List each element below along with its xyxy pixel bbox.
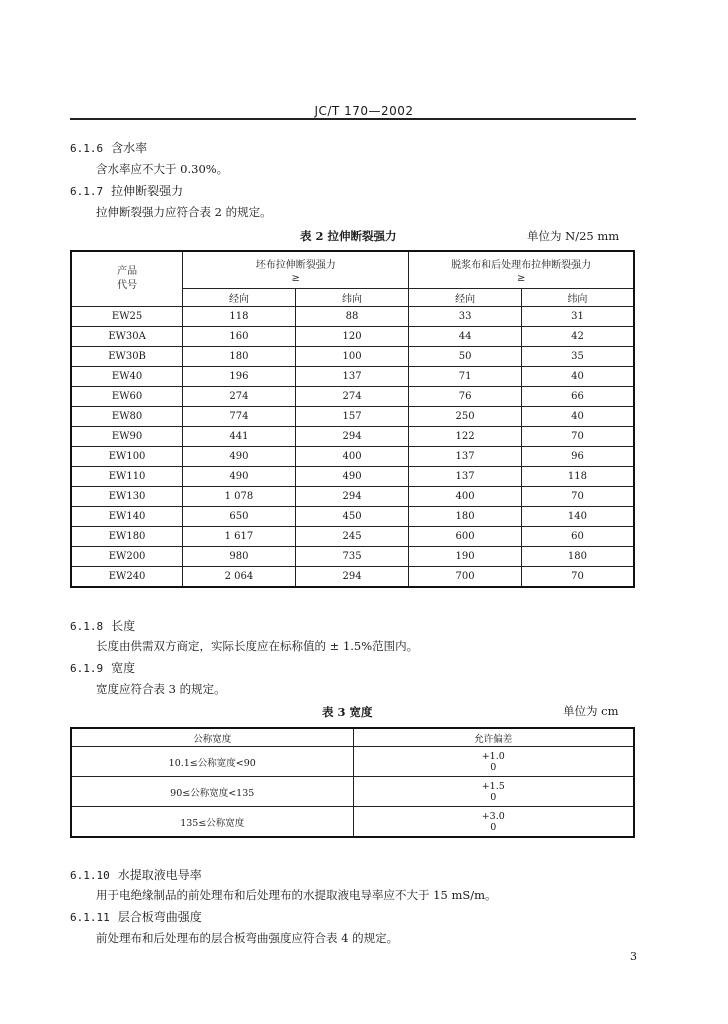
tolerance-stack bbox=[482, 811, 505, 833]
header-rule bbox=[70, 118, 636, 120]
cell-greige-weft: 88 bbox=[295, 307, 409, 327]
cell-treated-warp: 44 bbox=[409, 327, 522, 347]
cell-treated-weft: 35 bbox=[521, 347, 634, 367]
cell-treated-weft: 42 bbox=[521, 327, 634, 347]
cell-treated-warp: 33 bbox=[409, 307, 522, 327]
cell-treated-warp: 122 bbox=[409, 427, 522, 447]
table-row bbox=[71, 327, 634, 347]
section-6-1-6 bbox=[70, 139, 147, 156]
tolerance-stack bbox=[482, 751, 505, 773]
page-header: JC/T 170—2002 bbox=[314, 104, 414, 118]
cell-greige-warp: 490 bbox=[183, 447, 296, 467]
cell-greige-warp: 1 078 bbox=[183, 487, 296, 507]
cell-greige-warp: 2 064 bbox=[183, 567, 296, 588]
ge-symbol: ≥ bbox=[516, 273, 526, 284]
cell-product-code: EW240 bbox=[71, 567, 183, 588]
table2-caption: 表 2 拉伸断裂强力 bbox=[300, 229, 397, 243]
header-product-code: 产品 代号 bbox=[71, 251, 183, 307]
cell-greige-warp: 274 bbox=[183, 387, 296, 407]
section-6-1-11 bbox=[70, 908, 202, 925]
ge-symbol: ≥ bbox=[291, 273, 300, 284]
section-number: 6.1.8 bbox=[70, 620, 104, 633]
cell-greige-weft: 100 bbox=[295, 347, 409, 367]
cell-product-code: EW130 bbox=[71, 487, 183, 507]
tolerance-stack bbox=[482, 781, 505, 803]
cell-greige-warp: 650 bbox=[183, 507, 296, 527]
section-6-1-10 bbox=[70, 866, 202, 883]
cell-product-code: EW110 bbox=[71, 467, 183, 487]
table-row bbox=[71, 447, 634, 467]
cell-greige-weft: 274 bbox=[295, 387, 409, 407]
cell-treated-weft: 31 bbox=[521, 307, 634, 327]
cell-greige-weft: 157 bbox=[295, 407, 409, 427]
table-row bbox=[71, 347, 634, 367]
table-row bbox=[71, 387, 634, 407]
cell-treated-weft: 140 bbox=[521, 507, 634, 527]
tolerance-upper: +1.5 bbox=[481, 780, 505, 792]
cell-greige-warp: 118 bbox=[183, 307, 296, 327]
cell-treated-weft: 60 bbox=[521, 527, 634, 547]
cell-treated-warp: 50 bbox=[409, 347, 522, 367]
paragraph-conductivity: 用于电绝缘制品的前处理布和后处理布的水提取液电导率应不大于 15 mS/m。 bbox=[96, 888, 497, 902]
cell-product-code: EW40 bbox=[71, 367, 183, 387]
table-row bbox=[71, 487, 634, 507]
section-title: 含水率 bbox=[111, 141, 148, 155]
cell-product-code: EW200 bbox=[71, 547, 183, 567]
header-nominal-width: 公称宽度 bbox=[71, 728, 353, 747]
section-number: 6.1.10 bbox=[70, 869, 110, 882]
section-title: 层合板弯曲强度 bbox=[117, 910, 202, 924]
cell-greige-weft: 245 bbox=[295, 527, 409, 547]
tolerance-upper: +3.0 bbox=[481, 810, 505, 822]
cell-product-code: EW30B bbox=[71, 347, 183, 367]
cell-width-range: 135≤公称宽度 bbox=[71, 807, 353, 838]
cell-greige-warp: 196 bbox=[183, 367, 296, 387]
table-row bbox=[71, 547, 634, 567]
cell-greige-warp: 160 bbox=[183, 327, 296, 347]
cell-treated-weft: 180 bbox=[521, 547, 634, 567]
tolerance-lower: 0 bbox=[490, 761, 497, 773]
cell-treated-warp: 137 bbox=[409, 467, 522, 487]
header-weft: 纬向 bbox=[295, 289, 409, 307]
cell-width-range: 90≤公称宽度<135 bbox=[71, 777, 353, 807]
cell-treated-warp: 137 bbox=[409, 447, 522, 467]
cell-greige-weft: 294 bbox=[295, 427, 409, 447]
tolerance-lower: 0 bbox=[490, 791, 497, 803]
table-tensile-strength bbox=[70, 250, 635, 588]
header-treated-label: 脱浆布和后处理布拉伸断裂强力 bbox=[451, 260, 592, 271]
cell-treated-warp: 600 bbox=[409, 527, 522, 547]
paragraph-width: 宽度应符合表 3 的规定。 bbox=[96, 682, 226, 696]
cell-greige-weft: 120 bbox=[295, 327, 409, 347]
cell-greige-warp: 180 bbox=[183, 347, 296, 367]
header-weft: 纬向 bbox=[521, 289, 634, 307]
section-number: 6.1.6 bbox=[70, 142, 104, 155]
header-tolerance: 允许偏差 bbox=[353, 728, 634, 747]
header-warp: 经向 bbox=[183, 289, 296, 307]
cell-treated-weft: 96 bbox=[521, 447, 634, 467]
cell-product-code: EW140 bbox=[71, 507, 183, 527]
cell-treated-weft: 70 bbox=[521, 567, 634, 588]
cell-product-code: EW90 bbox=[71, 427, 183, 447]
section-number: 6.1.9 bbox=[70, 662, 104, 675]
cell-greige-weft: 490 bbox=[295, 467, 409, 487]
cell-treated-weft: 70 bbox=[521, 487, 634, 507]
section-6-1-9 bbox=[70, 659, 135, 676]
table-width bbox=[70, 727, 635, 838]
header-greige-strength bbox=[183, 251, 409, 289]
table-row bbox=[71, 747, 634, 777]
cell-greige-weft: 400 bbox=[295, 447, 409, 467]
cell-treated-weft: 70 bbox=[521, 427, 634, 447]
table3-unit: 单位为 cm bbox=[563, 704, 619, 718]
table-row bbox=[71, 527, 634, 547]
cell-greige-warp: 441 bbox=[183, 427, 296, 447]
cell-treated-weft: 66 bbox=[521, 387, 634, 407]
cell-product-code: EW25 bbox=[71, 307, 183, 327]
cell-treated-warp: 180 bbox=[409, 507, 522, 527]
cell-product-code: EW80 bbox=[71, 407, 183, 427]
cell-tolerance bbox=[353, 807, 634, 838]
table-row bbox=[71, 467, 634, 487]
table2-unit: 单位为 N/25 mm bbox=[527, 229, 620, 243]
cell-tolerance bbox=[353, 747, 634, 777]
cell-product-code: EW30A bbox=[71, 327, 183, 347]
paragraph-moisture: 含水率应不大于 0.30%。 bbox=[96, 162, 229, 176]
paragraph-flexural: 前处理布和后处理布的层合板弯曲强度应符合表 4 的规定。 bbox=[96, 931, 399, 945]
cell-greige-weft: 735 bbox=[295, 547, 409, 567]
cell-product-code: EW100 bbox=[71, 447, 183, 467]
paragraph-length: 长度由供需双方商定，实际长度应在标称值的 ± 1.5%范围内。 bbox=[96, 639, 419, 653]
section-number: 6.1.7 bbox=[70, 185, 104, 198]
cell-tolerance bbox=[353, 777, 634, 807]
cell-treated-warp: 250 bbox=[409, 407, 522, 427]
table-row bbox=[71, 307, 634, 327]
table-row bbox=[71, 807, 634, 838]
cell-greige-weft: 294 bbox=[295, 567, 409, 588]
header-treated-strength bbox=[409, 251, 634, 289]
cell-greige-warp: 774 bbox=[183, 407, 296, 427]
cell-treated-warp: 400 bbox=[409, 487, 522, 507]
section-number: 6.1.11 bbox=[70, 911, 110, 924]
table-row bbox=[71, 407, 634, 427]
cell-product-code: EW60 bbox=[71, 387, 183, 407]
cell-greige-warp: 490 bbox=[183, 467, 296, 487]
cell-treated-weft: 40 bbox=[521, 407, 634, 427]
cell-width-range: 10.1≤公称宽度<90 bbox=[71, 747, 353, 777]
paragraph-tensile: 拉伸断裂强力应符合表 2 的规定。 bbox=[96, 205, 272, 219]
section-6-1-7 bbox=[70, 182, 183, 199]
page-number: 3 bbox=[630, 950, 637, 963]
cell-greige-warp: 1 617 bbox=[183, 527, 296, 547]
cell-treated-warp: 76 bbox=[409, 387, 522, 407]
table3-caption: 表 3 宽度 bbox=[322, 705, 373, 719]
cell-treated-weft: 40 bbox=[521, 367, 634, 387]
cell-greige-weft: 137 bbox=[295, 367, 409, 387]
table-row bbox=[71, 367, 634, 387]
cell-greige-weft: 294 bbox=[295, 487, 409, 507]
cell-treated-warp: 71 bbox=[409, 367, 522, 387]
tolerance-upper: +1.0 bbox=[481, 750, 505, 762]
header-warp: 经向 bbox=[409, 289, 522, 307]
section-title: 宽度 bbox=[111, 661, 136, 675]
cell-treated-warp: 190 bbox=[409, 547, 522, 567]
tolerance-lower: 0 bbox=[490, 821, 497, 833]
cell-greige-weft: 450 bbox=[295, 507, 409, 527]
section-title: 长度 bbox=[111, 619, 136, 633]
section-6-1-8 bbox=[70, 617, 135, 634]
table-row bbox=[71, 567, 634, 588]
table-row bbox=[71, 507, 634, 527]
cell-greige-warp: 980 bbox=[183, 547, 296, 567]
cell-treated-warp: 700 bbox=[409, 567, 522, 588]
cell-product-code: EW180 bbox=[71, 527, 183, 547]
table-row bbox=[71, 777, 634, 807]
table-row bbox=[71, 427, 634, 447]
header-greige-label: 坯布拉伸断裂强力 bbox=[255, 260, 336, 271]
section-title: 拉伸断裂强力 bbox=[111, 184, 184, 198]
cell-treated-weft: 118 bbox=[521, 467, 634, 487]
section-title: 水提取液电导率 bbox=[117, 868, 202, 882]
